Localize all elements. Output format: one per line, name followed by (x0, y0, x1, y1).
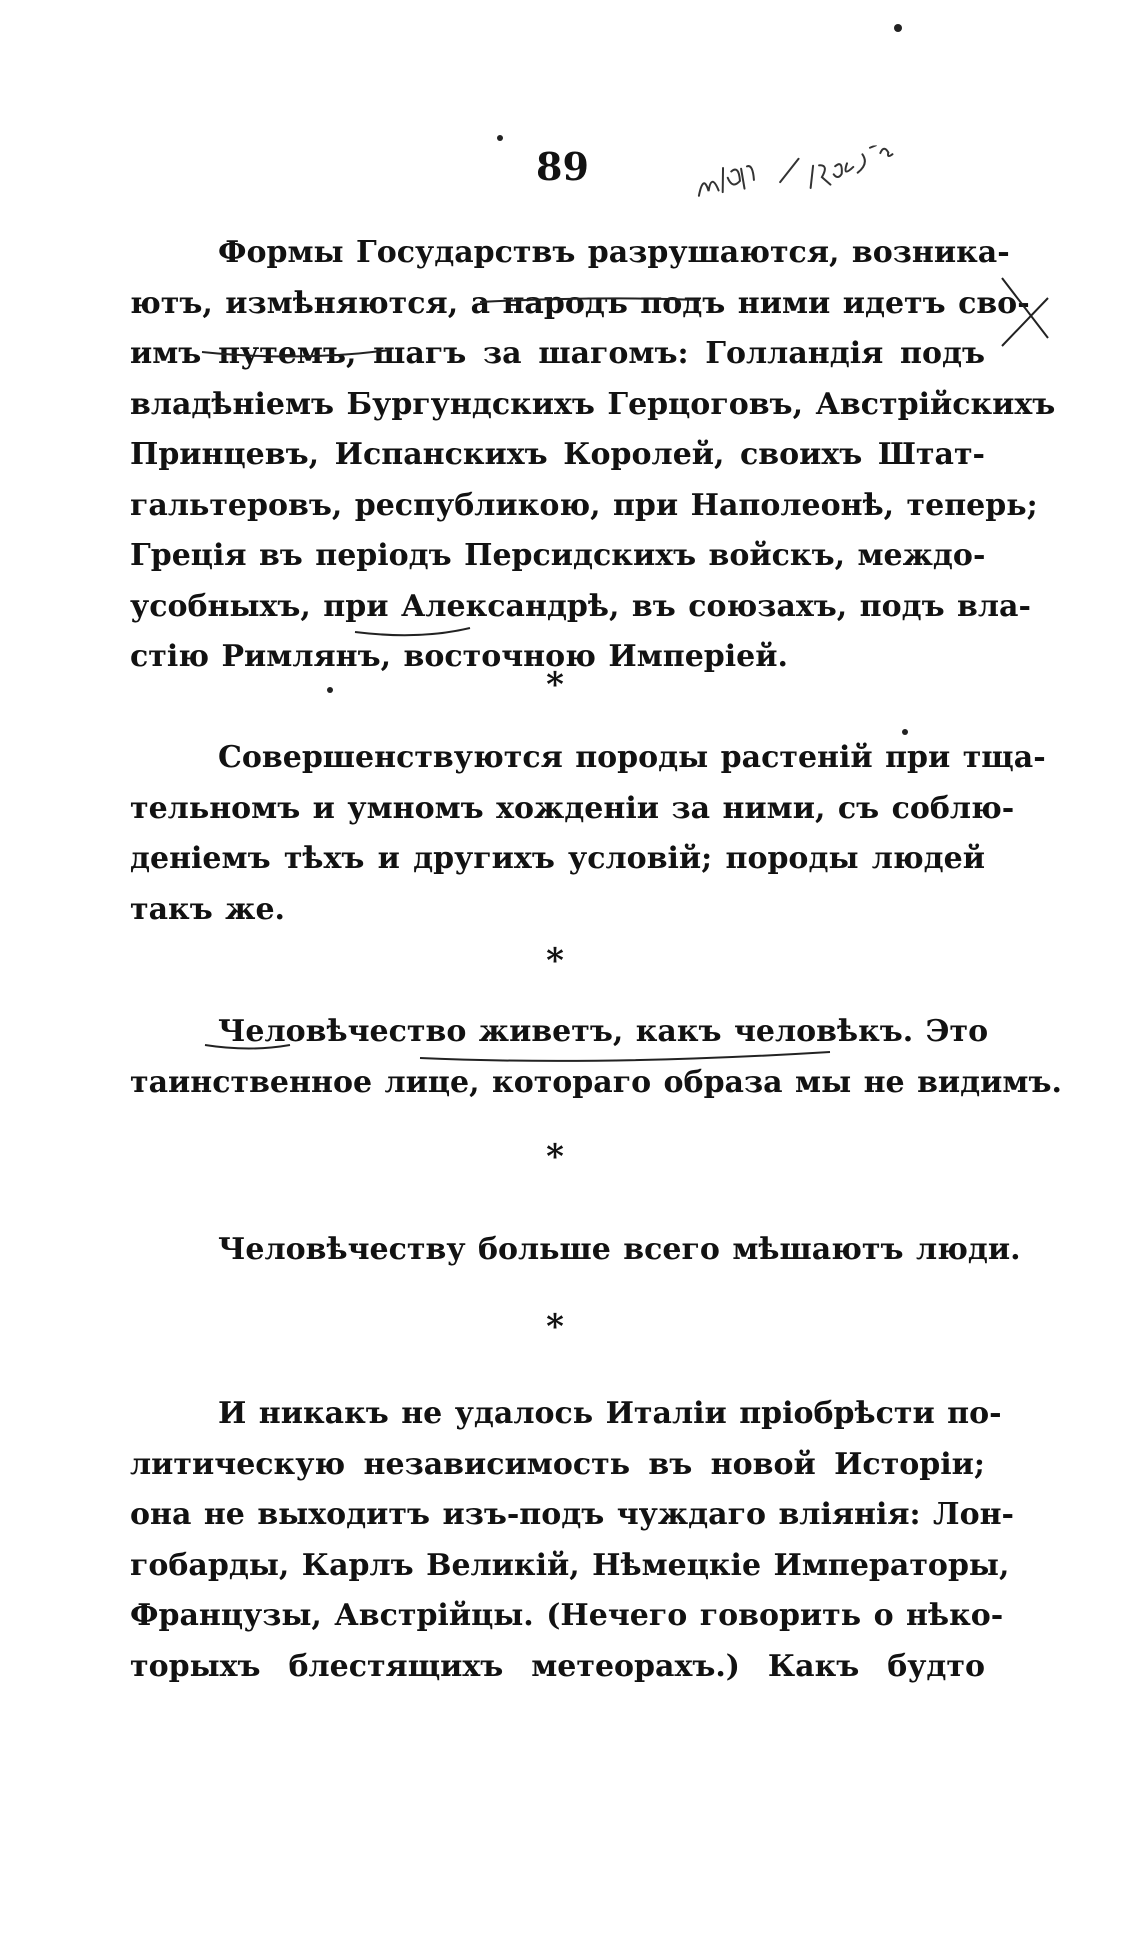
text-line: Человѣчество живетъ, какъ человѣкъ. Это (218, 1014, 989, 1049)
text-line: усобныхъ, при Александрѣ, въ союзахъ, подъ вла- (130, 588, 1031, 624)
ink-speck (497, 135, 503, 141)
paragraph-2 (130, 733, 1046, 935)
ink-speck (894, 24, 902, 32)
ink-speck (327, 687, 333, 693)
paragraph-3 (130, 1007, 1062, 1108)
text-line: стію Римлянъ, восточною Имперіей. (130, 639, 788, 674)
handwritten-margin-note (688, 142, 931, 217)
section-separator: * (546, 1307, 564, 1347)
section-separator: * (546, 665, 564, 705)
text-line: Принцевъ, Испанскихъ Королей, своихъ Штат- (130, 437, 985, 472)
text-line: гальтеровъ, республикою, при Наполеонѣ, теперь; (130, 487, 1038, 523)
text-line: имъ путемъ, шагъ за шагомъ: Голландія подъ (130, 336, 985, 371)
page-number: 89 (536, 144, 589, 189)
text-line: И никакъ не удалось Италіи пріобрѣсти по- (218, 1396, 1002, 1431)
text-line: Человѣчеству больше всего мѣшаютъ люди. (218, 1232, 1021, 1267)
text-line: Формы Государствъ разрушаются, возника- (218, 235, 1010, 270)
text-line: Греція въ періодъ Персидскихъ войскъ, междо- (130, 538, 986, 573)
paragraph-1 (130, 228, 1056, 683)
text-line: такъ же. (130, 891, 285, 927)
text-line: гобарды, Карлъ Великій, Нѣмецкіе Императоры, (130, 1547, 1010, 1583)
text-line: Совершенствуются породы растеній при тща- (218, 740, 1046, 775)
text-line: Французы, Австрійцы. (Нечего говорить о нѣко- (130, 1598, 1004, 1633)
text-line: владѣніемъ Бургундскихъ Герцоговъ, Австрійскихъ (130, 386, 1056, 422)
section-separator: * (546, 1137, 564, 1177)
section-separator: * (546, 941, 564, 981)
paragraph-4 (130, 1225, 1021, 1276)
handwritten-note-scribble (688, 142, 931, 209)
text-line: ютъ, измѣняются, а народъ подъ ними идетъ сво- (130, 285, 1030, 321)
text-line: таинственное лице, котораго образа мы не видимъ. (130, 1064, 1062, 1100)
text-line: деніемъ тѣхъ и другихъ условій; породы людей (130, 841, 985, 876)
text-line: тельномъ и умномъ хожденіи за ними, съ соблю- (130, 790, 1015, 826)
text-line: литическую независимость въ новой Исторіи; (130, 1446, 985, 1482)
paragraph-5 (130, 1389, 1014, 1692)
text-line: она не выходитъ изъ-подъ чуждаго вліянія: Лон- (130, 1497, 1014, 1532)
text-line: торыхъ блестящихъ метеорахъ.) Какъ будто (130, 1648, 985, 1684)
